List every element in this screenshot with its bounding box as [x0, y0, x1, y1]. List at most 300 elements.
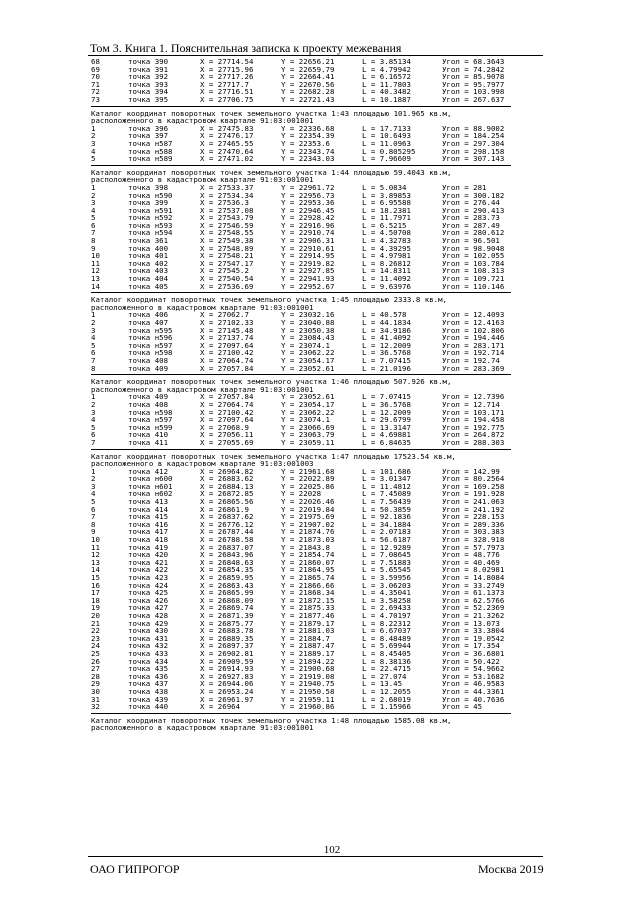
y-coordinate: Y = 22721.43: [281, 94, 335, 104]
x-coordinate: X = 27715.96: [200, 64, 254, 74]
catalog-heading-line: Каталог координат поворотных точек земельного участка 1:43 площадью 101.965 кв.м,: [91, 108, 452, 118]
block-divider: [91, 292, 511, 293]
row-number: 5: [91, 497, 96, 507]
x-coordinate: X = 27706.75: [200, 94, 254, 104]
direction-angle: Угол = 54.9662: [442, 664, 505, 674]
direction-angle: Угол = 103.784: [442, 258, 505, 268]
segment-length: L = 101.686: [362, 466, 411, 476]
point-name: точка 361: [128, 236, 169, 246]
point-name: точка 428: [128, 610, 169, 620]
x-coordinate: X = 27549.38: [200, 236, 254, 246]
x-coordinate: X = 26837.07: [200, 542, 254, 552]
point-name: точка 409: [128, 363, 169, 373]
coordinate-catalog-body: [91, 58, 561, 732]
point-name: точка 391: [128, 64, 169, 74]
direction-angle: Угол = 12.7396: [442, 392, 505, 402]
segment-length: L = 10.6493: [362, 131, 411, 141]
point-name: точка 393: [128, 79, 169, 89]
row-number: 5: [91, 340, 96, 350]
row-number: 16: [91, 580, 100, 590]
segment-length: L = 4.50708: [362, 228, 411, 238]
segment-length: L = 36.5768: [362, 399, 411, 409]
y-coordinate: Y = 22956.73: [281, 190, 335, 200]
segment-length: L = 2.68019: [362, 694, 411, 704]
footer-organization: ОАО ГИПРОГОР: [90, 862, 180, 876]
row-number: 7: [91, 355, 96, 365]
x-coordinate: X = 26865.99: [200, 588, 254, 598]
point-name: точка 396: [128, 123, 169, 133]
direction-angle: Угол = 48.776: [442, 550, 500, 560]
direction-angle: Угол = 98.9048: [442, 243, 505, 253]
x-coordinate: X = 26861.9: [200, 504, 249, 514]
row-number: 72: [91, 87, 100, 97]
x-coordinate: X = 26914.93: [200, 664, 254, 674]
catalog-heading-line: Каталог координат поворотных точек земельного участка 1:48 площадью 1585.08 кв.м,: [91, 715, 452, 725]
y-coordinate: Y = 21877.46: [281, 610, 335, 620]
block-divider: [91, 106, 511, 107]
row-number: 32: [91, 702, 100, 712]
row-number: 1: [91, 182, 96, 192]
row-number: 1: [91, 466, 96, 476]
point-name: точка 423: [128, 573, 169, 582]
segment-length: L = 14.8311: [362, 266, 411, 276]
x-coordinate: X = 27714.54: [200, 57, 254, 66]
x-coordinate: X = 27548.21: [200, 251, 254, 261]
catalog-block: [91, 717, 561, 732]
row-number: 70: [91, 72, 100, 82]
row-number: 2: [91, 318, 96, 327]
direction-angle: Угол = 62.5766: [442, 595, 505, 605]
row-number: 19: [91, 603, 100, 613]
direction-angle: Угол = 53.1682: [442, 671, 505, 681]
coordinate-row: [91, 96, 561, 104]
direction-angle: Угол = 50.422: [442, 656, 500, 666]
y-coordinate: Y = 22336.68: [281, 123, 335, 133]
y-coordinate: Y = 21950.58: [281, 686, 335, 696]
row-number: 9: [91, 243, 96, 253]
catalog-block: [91, 296, 561, 372]
row-number: 7: [91, 228, 96, 238]
x-coordinate: X = 27100.42: [200, 407, 254, 417]
y-coordinate: Y = 22353.6: [281, 138, 330, 148]
row-number: 1: [91, 392, 96, 402]
x-coordinate: X = 27097.64: [200, 415, 254, 425]
point-name: точка 390: [128, 57, 169, 66]
direction-angle: Угол = 109.721: [442, 274, 505, 284]
direction-angle: Угол = 276.44: [442, 198, 500, 208]
y-coordinate: Y = 22025.86: [281, 481, 335, 491]
y-coordinate: Y = 21860.07: [281, 557, 335, 567]
y-coordinate: Y = 22961.72: [281, 182, 335, 192]
segment-length: L = 21.0196: [362, 363, 411, 373]
point-name: точка 439: [128, 694, 169, 704]
row-number: 1: [91, 310, 96, 320]
point-name: точка 408: [128, 399, 169, 409]
y-coordinate: Y = 22682.28: [281, 87, 335, 97]
y-coordinate: Y = 23054.17: [281, 355, 335, 365]
catalog-block: [91, 58, 561, 104]
point-name: точка н589: [128, 154, 173, 164]
catalog-heading-line: Каталог координат поворотных точек земельного участка 1:44 площадью 59.4043 кв.м,: [91, 167, 452, 177]
y-coordinate: Y = 22953.36: [281, 198, 335, 208]
x-coordinate: X = 27717.26: [200, 72, 254, 82]
y-coordinate: Y = 23062.22: [281, 348, 335, 358]
y-coordinate: Y = 22670.56: [281, 79, 335, 89]
segment-length: L = 3.89853: [362, 190, 411, 200]
segment-length: L = 11.4092: [362, 274, 411, 284]
block-divider: [91, 374, 511, 375]
point-name: точка 412: [128, 466, 169, 476]
x-coordinate: X = 27536.3: [200, 198, 249, 208]
segment-length: L = 0.805295: [362, 146, 416, 156]
x-coordinate: X = 27097.64: [200, 340, 254, 350]
direction-angle: Угол = 192.74: [442, 355, 500, 365]
segment-length: L = 8.48489: [362, 633, 411, 643]
point-name: точка 394: [128, 87, 169, 97]
x-coordinate: X = 26875.77: [200, 618, 254, 628]
point-name: точка н601: [128, 481, 173, 491]
y-coordinate: Y = 21961.68: [281, 466, 335, 476]
direction-angle: Угол = 241.063: [442, 497, 505, 507]
point-name: точка 436: [128, 671, 169, 681]
y-coordinate: Y = 23032.16: [281, 310, 335, 320]
y-coordinate: Y = 21919.08: [281, 671, 335, 681]
direction-angle: Угол = 267.637: [442, 94, 505, 104]
direction-angle: Угол = 287.49: [442, 220, 500, 230]
x-coordinate: X = 27068.9: [200, 422, 249, 432]
x-coordinate: X = 26883.78: [200, 626, 254, 636]
coordinate-row: [91, 155, 561, 163]
segment-length: L = 8.26812: [362, 258, 411, 268]
row-number: 4: [91, 146, 96, 156]
y-coordinate: Y = 22906.31: [281, 236, 335, 246]
point-name: точка н596: [128, 333, 173, 343]
x-coordinate: X = 26902.81: [200, 648, 254, 658]
direction-angle: Угол = 33.2749: [442, 580, 505, 590]
y-coordinate: Y = 21865.74: [281, 573, 335, 582]
x-coordinate: X = 27546.59: [200, 220, 254, 230]
direction-angle: Угол = 241.192: [442, 504, 505, 514]
row-number: 13: [91, 274, 100, 284]
direction-angle: Угол = 85.9078: [442, 72, 505, 82]
direction-angle: Угол = 142.99: [442, 466, 500, 476]
row-number: 26: [91, 656, 100, 666]
direction-angle: Угол = 184.254: [442, 131, 505, 141]
point-name: точка 414: [128, 504, 169, 514]
catalog-heading-line: Каталог координат поворотных точек земельного участка 1:46 площадью 507.926 кв.м,: [91, 377, 452, 387]
x-coordinate: X = 26897.37: [200, 641, 254, 651]
x-coordinate: X = 27057.84: [200, 392, 254, 402]
segment-length: L = 4.79942: [362, 64, 411, 74]
point-name: точка 398: [128, 182, 169, 192]
point-name: точка 440: [128, 702, 169, 712]
segment-length: L = 12.2009: [362, 407, 411, 417]
y-coordinate: Y = 22026.46: [281, 497, 335, 507]
direction-angle: Угол = 191.928: [442, 489, 505, 499]
coordinate-row: [91, 365, 561, 373]
segment-length: L = 4.35041: [362, 588, 411, 598]
segment-length: L = 29.6799: [362, 415, 411, 425]
point-name: точка 407: [128, 318, 169, 327]
y-coordinate: Y = 21868.34: [281, 588, 335, 598]
segment-length: L = 44.1834: [362, 318, 411, 327]
y-coordinate: Y = 22656.21: [281, 57, 335, 66]
segment-length: L = 7.56439: [362, 497, 411, 507]
direction-angle: Угол = 95.7977: [442, 79, 505, 89]
point-name: точка 434: [128, 656, 169, 666]
y-coordinate: Y = 22354.39: [281, 131, 335, 141]
segment-length: L = 3.59956: [362, 573, 411, 582]
coordinate-row: [91, 703, 561, 711]
x-coordinate: X = 26883.62: [200, 474, 254, 484]
row-number: 71: [91, 79, 100, 89]
direction-angle: Угол = 12.714: [442, 399, 500, 409]
point-name: точка 413: [128, 497, 169, 507]
row-number: 69: [91, 64, 100, 74]
segment-length: L = 12.2055: [362, 686, 411, 696]
segment-length: L = 6.95588: [362, 198, 411, 208]
catalog-block: [91, 169, 561, 291]
y-coordinate: Y = 21875.33: [281, 603, 335, 613]
row-number: 5: [91, 154, 96, 164]
x-coordinate: X = 27056.11: [200, 430, 254, 440]
x-coordinate: X = 27145.48: [200, 325, 254, 335]
x-coordinate: X = 26776.12: [200, 519, 254, 529]
direction-angle: Угол = 283.171: [442, 340, 505, 350]
x-coordinate: X = 27548.55: [200, 228, 254, 238]
x-coordinate: X = 27536.69: [200, 281, 254, 291]
catalog-block: [91, 110, 561, 163]
row-number: 2: [91, 190, 96, 200]
direction-angle: Угол = 14.8084: [442, 573, 505, 582]
catalog-heading-line: расположенного в кадастровом квартале 91:03:001001: [91, 384, 314, 394]
y-coordinate: Y = 23074.1: [281, 415, 330, 425]
y-coordinate: Y = 22022.89: [281, 474, 335, 484]
point-name: точка н591: [128, 205, 173, 215]
y-coordinate: Y = 22019.84: [281, 504, 335, 514]
y-coordinate: Y = 23074.1: [281, 340, 330, 350]
row-number: 2: [91, 399, 96, 409]
direction-angle: Угол = 281: [442, 182, 487, 192]
x-coordinate: X = 26927.83: [200, 671, 254, 681]
direction-angle: Угол = 57.7973: [442, 542, 505, 552]
catalog-block: [91, 453, 561, 711]
segment-length: L = 13.45: [362, 679, 403, 689]
direction-angle: Угол = 228.153: [442, 512, 505, 522]
point-name: точка 422: [128, 565, 169, 575]
point-name: точка 410: [128, 430, 169, 440]
segment-length: L = 4.32783: [362, 236, 411, 246]
segment-length: L = 34.9186: [362, 325, 411, 335]
point-name: точка 421: [128, 557, 169, 567]
x-coordinate: X = 27545.2: [200, 266, 249, 276]
direction-angle: Угол = 45: [442, 702, 483, 712]
y-coordinate: Y = 23052.61: [281, 392, 335, 402]
segment-length: L = 3.85134: [362, 57, 411, 66]
direction-angle: Угол = 194.446: [442, 333, 505, 343]
direction-angle: Угол = 283.73: [442, 213, 500, 223]
y-coordinate: Y = 21873.03: [281, 535, 335, 545]
direction-angle: Угол = 36.6801: [442, 648, 505, 658]
row-number: 31: [91, 694, 100, 704]
point-name: точка 411: [128, 437, 169, 447]
y-coordinate: Y = 21900.68: [281, 664, 335, 674]
x-coordinate: X = 27717.7: [200, 79, 249, 89]
point-name: точка 406: [128, 310, 169, 320]
segment-length: L = 1.15966: [362, 702, 411, 712]
direction-angle: Угол = 289.336: [442, 519, 505, 529]
x-coordinate: X = 26944.06: [200, 679, 254, 689]
segment-length: L = 92.1836: [362, 512, 411, 522]
point-name: точка 397: [128, 131, 169, 141]
catalog-heading-line: расположенного в кадастровом квартале 91:03:001001: [91, 723, 314, 733]
direction-angle: Угол = 52.2369: [442, 603, 505, 613]
y-coordinate: Y = 23084.43: [281, 333, 335, 343]
direction-angle: Угол = 12.4093: [442, 310, 505, 320]
row-number: 5: [91, 213, 96, 223]
x-coordinate: X = 27102.33: [200, 318, 254, 327]
row-number: 8: [91, 519, 96, 529]
point-name: точка н602: [128, 489, 173, 499]
direction-angle: Угол = 12.4163: [442, 318, 505, 327]
row-number: 28: [91, 671, 100, 681]
direction-angle: Угол = 297.304: [442, 138, 505, 148]
point-name: точка н599: [128, 422, 173, 432]
direction-angle: Угол = 328.918: [442, 535, 505, 545]
segment-length: L = 5.69944: [362, 641, 411, 651]
point-name: точка 402: [128, 258, 169, 268]
y-coordinate: Y = 21866.66: [281, 580, 335, 590]
footer-divider: [88, 856, 543, 857]
row-number: 14: [91, 565, 100, 575]
row-number: 11: [91, 258, 100, 268]
row-number: 4: [91, 415, 96, 425]
y-coordinate: Y = 23054.17: [281, 399, 335, 409]
y-coordinate: Y = 23066.69: [281, 422, 335, 432]
x-coordinate: X = 26964.82: [200, 466, 254, 476]
direction-angle: Угол = 298.158: [442, 146, 505, 156]
block-divider: [91, 713, 511, 714]
segment-length: L = 8.22312: [362, 618, 411, 628]
x-coordinate: X = 26848.63: [200, 557, 254, 567]
direction-angle: Угол = 300.182: [442, 190, 505, 200]
x-coordinate: X = 27465.55: [200, 138, 254, 148]
point-name: точка н597: [128, 340, 173, 350]
segment-length: L = 4.70197: [362, 610, 411, 620]
direction-angle: Угол = 102.806: [442, 325, 505, 335]
catalog-heading-line: Каталог координат поворотных точек земельного участка 1:47 площадью 17523.54 кв.м,: [91, 451, 456, 461]
direction-angle: Угол = 194.458: [442, 415, 505, 425]
x-coordinate: X = 27540.54: [200, 274, 254, 284]
catalog-heading-line: расположенного в кадастровом квартале 91:03:001001: [91, 302, 314, 312]
point-name: точка 418: [128, 535, 169, 545]
row-number: 2: [91, 474, 96, 484]
row-number: 20: [91, 610, 100, 620]
point-name: точка н590: [128, 190, 173, 200]
segment-length: L = 56.6187: [362, 535, 411, 545]
y-coordinate: Y = 21843.8: [281, 542, 330, 552]
y-coordinate: Y = 21975.69: [281, 512, 335, 522]
row-number: 21: [91, 618, 100, 628]
segment-length: L = 36.5768: [362, 348, 411, 358]
segment-length: L = 34.1884: [362, 519, 411, 529]
direction-angle: Угол = 40.7636: [442, 694, 505, 704]
point-name: точка 395: [128, 94, 169, 104]
y-coordinate: Y = 21960.86: [281, 702, 335, 712]
x-coordinate: X = 26961.97: [200, 694, 254, 704]
y-coordinate: Y = 21889.17: [281, 648, 335, 658]
point-name: точка 392: [128, 72, 169, 82]
x-coordinate: X = 27548.89: [200, 243, 254, 253]
direction-angle: Угол = 280.612: [442, 228, 505, 238]
direction-angle: Угол = 192.714: [442, 348, 505, 358]
point-name: точка 416: [128, 519, 169, 529]
x-coordinate: X = 26854.35: [200, 565, 254, 575]
point-name: точка н587: [128, 138, 173, 148]
segment-length: L = 11.4812: [362, 481, 411, 491]
x-coordinate: X = 26837.62: [200, 512, 254, 522]
x-coordinate: X = 27057.84: [200, 363, 254, 373]
point-name: точка 400: [128, 243, 169, 253]
y-coordinate: Y = 21874.76: [281, 527, 335, 537]
direction-angle: Угол = 13.073: [442, 618, 500, 628]
point-name: точка 409: [128, 392, 169, 402]
row-number: 7: [91, 512, 96, 522]
header-title: Том 3. Книга 1. Пояснительная записка к проекту межевания: [90, 41, 402, 55]
segment-length: L = 11.0963: [362, 138, 411, 148]
x-coordinate: X = 26884.13: [200, 481, 254, 491]
segment-length: L = 7.96609: [362, 154, 411, 164]
point-name: точка 430: [128, 626, 169, 636]
row-number: 7: [91, 437, 96, 447]
point-name: точка 437: [128, 679, 169, 689]
direction-angle: Угол = 102.055: [442, 251, 505, 261]
x-coordinate: X = 27476.17: [200, 131, 254, 141]
row-number: 4: [91, 489, 96, 499]
point-name: точка 427: [128, 603, 169, 613]
row-number: 6: [91, 504, 96, 514]
direction-angle: Угол = 290.413: [442, 205, 505, 215]
direction-angle: Угол = 17.354: [442, 641, 500, 651]
row-number: 25: [91, 648, 100, 658]
y-coordinate: Y = 22910.74: [281, 228, 335, 238]
y-coordinate: Y = 21940.75: [281, 679, 335, 689]
segment-length: L = 40.578: [362, 310, 407, 320]
block-divider: [91, 165, 511, 166]
point-name: точка 419: [128, 542, 169, 552]
x-coordinate: X = 26787.44: [200, 527, 254, 537]
segment-length: L = 7.07415: [362, 392, 411, 402]
x-coordinate: X = 27062.7: [200, 310, 249, 320]
x-coordinate: X = 27055.69: [200, 437, 254, 447]
point-name: точка 403: [128, 266, 169, 276]
point-name: точка 426: [128, 595, 169, 605]
x-coordinate: X = 27137.74: [200, 333, 254, 343]
x-coordinate: X = 26953.24: [200, 686, 254, 696]
row-number: 8: [91, 236, 96, 246]
y-coordinate: Y = 21879.17: [281, 618, 335, 628]
direction-angle: Угол = 96.501: [442, 236, 500, 246]
direction-angle: Угол = 88.9002: [442, 123, 505, 133]
segment-length: L = 12.2009: [362, 340, 411, 350]
row-number: 73: [91, 94, 100, 104]
point-name: точка н597: [128, 415, 173, 425]
direction-angle: Угол = 74.2842: [442, 64, 505, 74]
direction-angle: Угол = 80.2564: [442, 474, 505, 484]
segment-length: L = 9.63976: [362, 281, 411, 291]
direction-angle: Угол = 307.143: [442, 154, 505, 164]
direction-angle: Угол = 44.3361: [442, 686, 505, 696]
